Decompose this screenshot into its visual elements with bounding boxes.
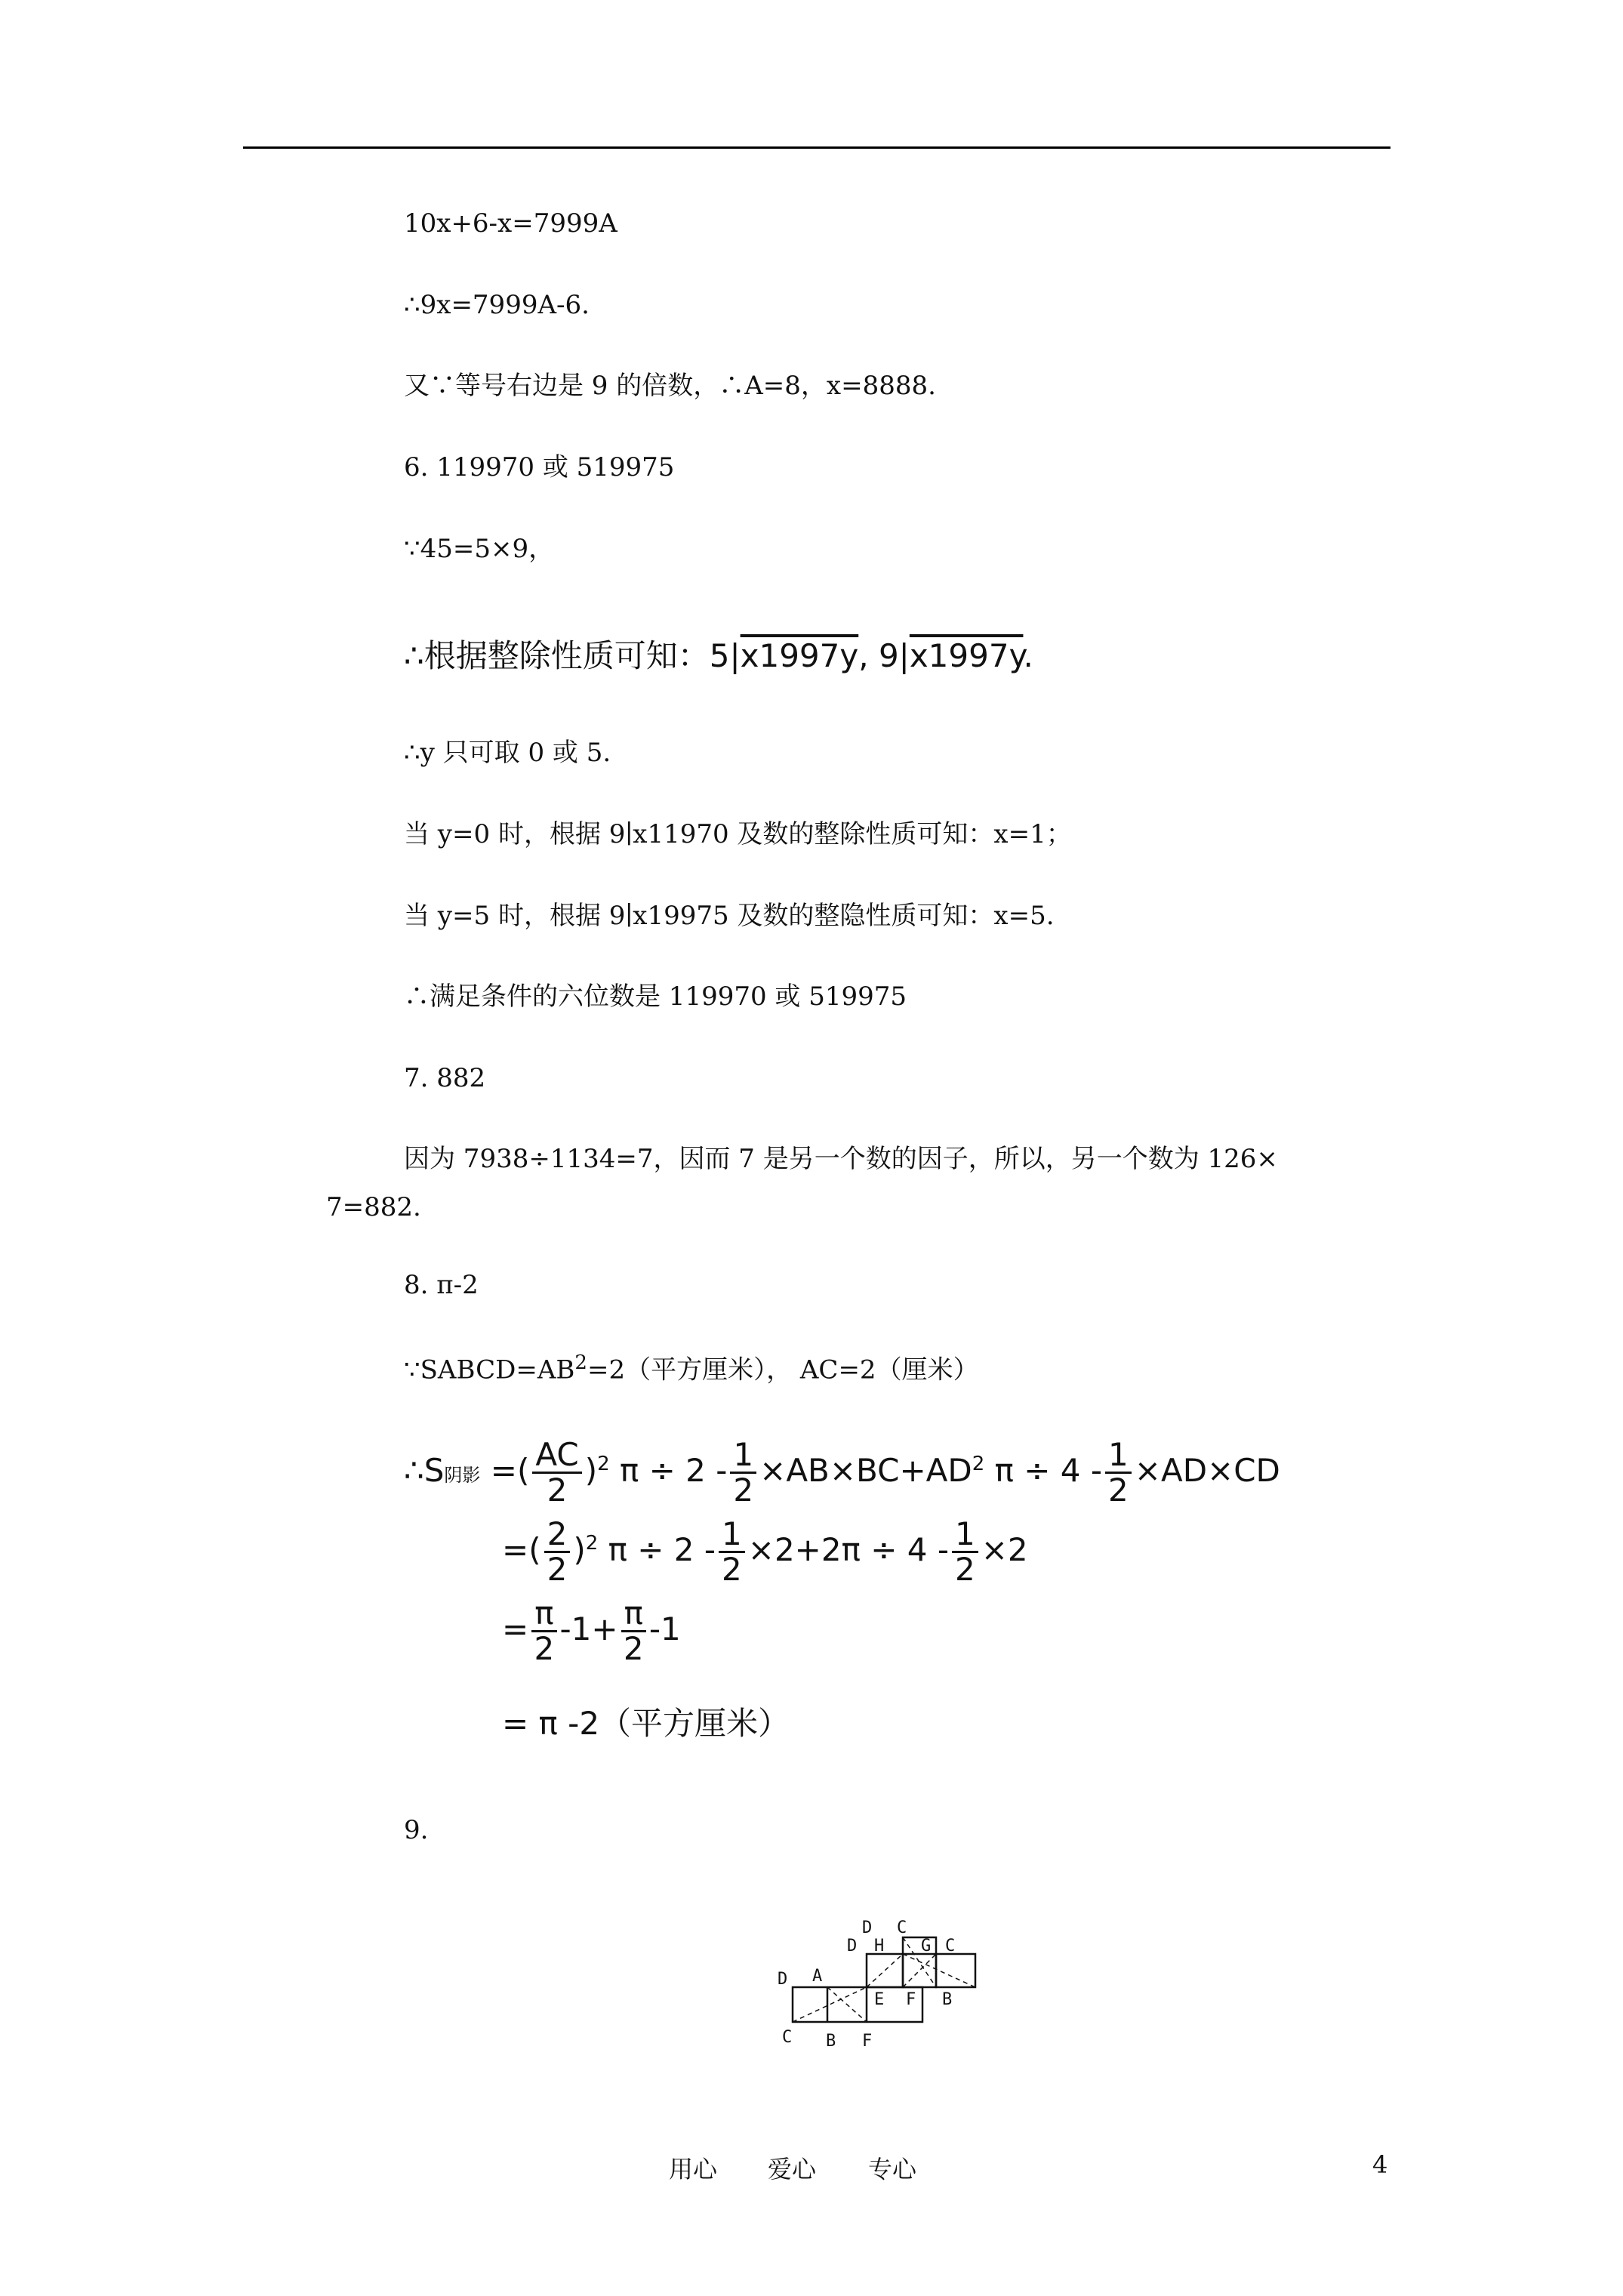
- text-line: ∴9x=7999A-6.: [404, 290, 590, 320]
- text-line: 8. π-2: [404, 1270, 479, 1300]
- area-formula-row-3: = $\frac{\pi}{2}$ -1+ $\frac{\pi}{2}$ -1: [502, 1595, 681, 1668]
- diagram-label: H: [874, 1937, 885, 1955]
- area-formula-row-4: = π -2（平方厘米）: [502, 1705, 790, 1742]
- divisor: 5: [709, 637, 730, 674]
- footer-text: 用心: [669, 2155, 718, 2184]
- overlined-number: x1997y: [740, 637, 859, 674]
- diagram-label: F: [906, 1990, 916, 2009]
- footer-text: 爱心: [768, 2155, 817, 2184]
- unfolded-box-diagram: [770, 1888, 996, 2061]
- footer-text: 专心: [868, 2155, 917, 2184]
- diagram-label: G: [921, 1937, 932, 1955]
- diagram-label: E: [874, 1990, 885, 2009]
- diagram-label: B: [942, 1990, 953, 2009]
- diagram-label: A: [812, 1967, 823, 1986]
- diagram-label: C: [897, 1918, 907, 1937]
- diagram-label: C: [945, 1937, 956, 1955]
- text-line: 6. 119970 或 519975: [404, 452, 675, 482]
- text-line: 9.: [404, 1815, 429, 1845]
- text-line: 又∵等号右边是 9 的倍数，∴A=8，x=8888.: [404, 371, 936, 401]
- text-line: 当 y=5 时，根据 9∣x19975 及数的整隐性质可知：x=5.: [404, 901, 1055, 931]
- page-number: 4: [1372, 2150, 1388, 2179]
- area-formula-row-2: =( $\frac{2}{2}$ )$^2$ π ÷ 2 - $\frac{1}{2}$ ×2+2π ÷ 4 - $\frac{1}{2}$ ×2: [502, 1515, 1028, 1589]
- text-line: 当 y=0 时，根据 9∣x11970 及数的整除性质可知：x=1；: [404, 819, 1072, 849]
- text-line: ∴y 只可取 0 或 5.: [404, 738, 611, 768]
- diagram-label: D: [847, 1937, 858, 1955]
- text-line: $\because SABCD=AB^2=2$（平方厘米）， AC=2（厘米）: [404, 1351, 979, 1385]
- diagram-label: F: [862, 2032, 873, 2051]
- diagram-label: D: [862, 1918, 873, 1937]
- text-line: 10x+6-x=7999A: [404, 208, 617, 239]
- text-line: 7. 882: [404, 1063, 486, 1093]
- diagram-label: C: [782, 2028, 793, 2047]
- text-line: ∵45=5×9，: [404, 534, 555, 564]
- text-line: ∴满足条件的六位数是 119970 或 519975: [404, 982, 907, 1012]
- overlined-number: x1997y: [909, 637, 1024, 674]
- divisibility-formula: ∴根据整除性质可知：5|x1997y, 9|x1997y.: [404, 637, 1033, 674]
- area-formula-row-1: ∴S阴影 =( $\frac{AC}{2}$ )$^2$ π ÷ 2 - $\frac{1}{2}$ $\times AB\times BC+AD^2$ π ÷ 4 - $\frac{1}{2}$ ×AD×CD: [404, 1436, 1280, 1509]
- diagram-label: D: [778, 1970, 788, 1989]
- header-rule: [243, 146, 1390, 149]
- text-line: 7=882.: [326, 1192, 421, 1222]
- diagram-label: B: [826, 2032, 836, 2051]
- text-line: 因为 7938÷1134=7，因而 7 是另一个数的因子，所以，另一个数为 126×: [404, 1144, 1278, 1174]
- divisor: 9: [878, 637, 899, 674]
